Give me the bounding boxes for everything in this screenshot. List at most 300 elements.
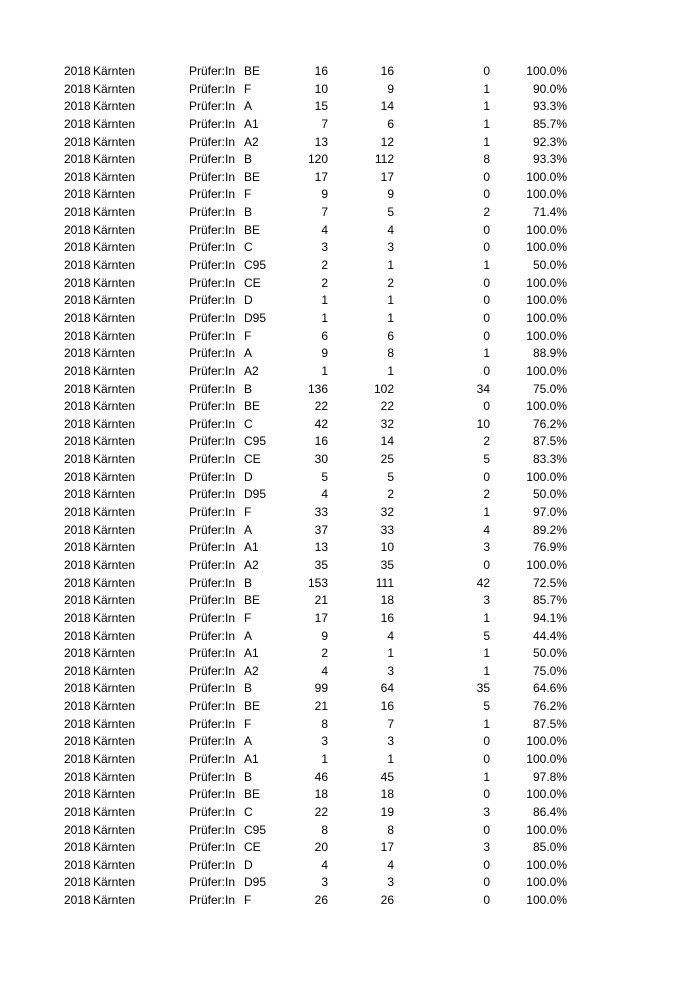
passed-count-cell: 2 (387, 275, 394, 290)
role-cell: Prüfer:In (189, 222, 236, 237)
year-cell: 2018 (64, 363, 91, 378)
table-row (0, 839, 700, 857)
license-class-cell: A2 (244, 363, 259, 378)
region-cell: Kärnten (93, 275, 136, 290)
role-cell: Prüfer:In (189, 857, 236, 872)
passed-count-cell: 8 (387, 822, 394, 837)
passed-count-cell: 1 (387, 363, 394, 378)
role-cell: Prüfer:In (189, 434, 236, 449)
year-cell: 2018 (64, 522, 91, 537)
table-row (0, 310, 700, 328)
failed-count-cell: 0 (483, 275, 490, 290)
table-row (0, 663, 700, 681)
passed-count-cell: 10 (380, 540, 394, 555)
passed-count-cell: 5 (387, 205, 394, 220)
total-count-cell: 22 (314, 804, 328, 819)
total-count-cell: 10 (314, 81, 328, 96)
pass-rate-cell: 100.0% (526, 822, 567, 837)
total-count-cell: 4 (321, 222, 328, 237)
license-class-cell: F (244, 187, 252, 202)
role-cell: Prüfer:In (189, 716, 236, 731)
passed-count-cell: 16 (380, 610, 394, 625)
year-cell: 2018 (64, 628, 91, 643)
region-cell: Kärnten (93, 822, 136, 837)
passed-count-cell: 4 (387, 628, 394, 643)
role-cell: Prüfer:In (189, 522, 236, 537)
passed-count-cell: 7 (387, 716, 394, 731)
role-cell: Prüfer:In (189, 751, 236, 766)
region-cell: Kärnten (93, 187, 136, 202)
region-cell: Kärnten (93, 258, 136, 273)
pass-rate-cell: 85.0% (532, 840, 567, 855)
table-row (0, 433, 700, 451)
year-cell: 2018 (64, 328, 91, 343)
license-class-cell: BE (244, 222, 261, 237)
region-cell: Kärnten (93, 346, 136, 361)
total-count-cell: 4 (321, 857, 328, 872)
failed-count-cell: 0 (483, 169, 490, 184)
region-cell: Kärnten (93, 469, 136, 484)
region-cell: Kärnten (93, 893, 136, 908)
total-count-cell: 4 (321, 663, 328, 678)
year-cell: 2018 (64, 187, 91, 202)
role-cell: Prüfer:In (189, 64, 236, 78)
table-row (0, 81, 700, 99)
total-count-cell: 3 (321, 875, 328, 890)
passed-count-cell: 102 (373, 381, 394, 396)
failed-count-cell: 3 (483, 840, 490, 855)
region-cell: Kärnten (93, 64, 136, 78)
total-count-cell: 13 (314, 540, 328, 555)
year-cell: 2018 (64, 99, 91, 114)
failed-count-cell: 0 (483, 310, 490, 325)
region-cell: Kärnten (93, 81, 136, 96)
region-cell: Kärnten (93, 751, 136, 766)
region-cell: Kärnten (93, 699, 136, 714)
year-cell: 2018 (64, 452, 91, 467)
passed-count-cell: 18 (380, 593, 394, 608)
pass-rate-cell: 97.0% (532, 505, 567, 520)
year-cell: 2018 (64, 804, 91, 819)
role-cell: Prüfer:In (189, 593, 236, 608)
total-count-cell: 26 (314, 893, 328, 908)
role-cell: Prüfer:In (189, 416, 236, 431)
failed-count-cell: 0 (483, 469, 490, 484)
region-cell: Kärnten (93, 540, 136, 555)
total-count-cell: 16 (314, 434, 328, 449)
license-class-cell: D (244, 469, 253, 484)
table-row (0, 645, 700, 663)
passed-count-cell: 33 (380, 522, 394, 537)
region-cell: Kärnten (93, 663, 136, 678)
table-row (0, 345, 700, 363)
failed-count-cell: 0 (483, 328, 490, 343)
year-cell: 2018 (64, 699, 91, 714)
year-cell: 2018 (64, 399, 91, 414)
region-cell: Kärnten (93, 857, 136, 872)
table-row (0, 610, 700, 628)
pass-rate-cell: 93.3% (532, 152, 567, 167)
passed-count-cell: 45 (380, 769, 394, 784)
total-count-cell: 30 (314, 452, 328, 467)
year-cell: 2018 (64, 469, 91, 484)
passed-count-cell: 14 (380, 434, 394, 449)
passed-count-cell: 1 (387, 646, 394, 661)
role-cell: Prüfer:In (189, 310, 236, 325)
pass-rate-cell: 89.2% (532, 522, 567, 537)
table-row (0, 98, 700, 116)
role-cell: Prüfer:In (189, 893, 236, 908)
license-class-cell: BE (244, 169, 261, 184)
license-class-cell: F (244, 893, 252, 908)
table-row (0, 557, 700, 575)
passed-count-cell: 9 (387, 187, 394, 202)
pass-rate-cell: 71.4% (532, 205, 567, 220)
role-cell: Prüfer:In (189, 734, 236, 749)
year-cell: 2018 (64, 557, 91, 572)
passed-count-cell: 4 (387, 222, 394, 237)
passed-count-cell: 35 (380, 557, 394, 572)
pass-rate-cell: 85.7% (532, 593, 567, 608)
role-cell: Prüfer:In (189, 205, 236, 220)
failed-count-cell: 0 (483, 64, 490, 78)
year-cell: 2018 (64, 275, 91, 290)
license-class-cell: D (244, 857, 253, 872)
failed-count-cell: 0 (483, 787, 490, 802)
year-cell: 2018 (64, 310, 91, 325)
region-cell: Kärnten (93, 734, 136, 749)
table-row (0, 698, 700, 716)
license-class-cell: B (244, 152, 253, 167)
failed-count-cell: 1 (483, 505, 490, 520)
failed-count-cell: 10 (476, 416, 490, 431)
failed-count-cell: 0 (483, 734, 490, 749)
table-row (0, 628, 700, 646)
passed-count-cell: 1 (387, 258, 394, 273)
passed-count-cell: 9 (387, 81, 394, 96)
table-row (0, 204, 700, 222)
passed-count-cell: 16 (380, 699, 394, 714)
year-cell: 2018 (64, 81, 91, 96)
role-cell: Prüfer:In (189, 822, 236, 837)
license-class-cell: CE (244, 840, 261, 855)
passed-count-cell: 1 (387, 310, 394, 325)
pass-rate-cell: 50.0% (532, 646, 567, 661)
year-cell: 2018 (64, 116, 91, 131)
year-cell: 2018 (64, 416, 91, 431)
role-cell: Prüfer:In (189, 469, 236, 484)
license-class-cell: BE (244, 64, 261, 78)
license-class-cell: F (244, 505, 252, 520)
table-row (0, 151, 700, 169)
year-cell: 2018 (64, 240, 91, 255)
region-cell: Kärnten (93, 99, 136, 114)
role-cell: Prüfer:In (189, 116, 236, 131)
region-cell: Kärnten (93, 804, 136, 819)
region-cell: Kärnten (93, 487, 136, 502)
failed-count-cell: 0 (483, 240, 490, 255)
table-row (0, 733, 700, 751)
total-count-cell: 7 (321, 116, 328, 131)
passed-count-cell: 32 (380, 416, 394, 431)
license-class-cell: F (244, 716, 252, 731)
table-row (0, 892, 700, 910)
table-row (0, 822, 700, 840)
region-cell: Kärnten (93, 452, 136, 467)
passed-count-cell: 32 (380, 505, 394, 520)
role-cell: Prüfer:In (189, 699, 236, 714)
failed-count-cell: 1 (483, 663, 490, 678)
failed-count-cell: 2 (483, 434, 490, 449)
license-class-cell: F (244, 610, 252, 625)
region-cell: Kärnten (93, 205, 136, 220)
table-row (0, 874, 700, 892)
license-class-cell: A (244, 346, 253, 361)
license-class-cell: BE (244, 699, 261, 714)
failed-count-cell: 1 (483, 116, 490, 131)
failed-count-cell: 5 (483, 452, 490, 467)
total-count-cell: 16 (314, 64, 328, 78)
total-count-cell: 37 (314, 522, 328, 537)
pass-rate-cell: 76.9% (532, 540, 567, 555)
total-count-cell: 15 (314, 99, 328, 114)
table-row (0, 63, 700, 81)
pass-rate-cell: 86.4% (532, 804, 567, 819)
failed-count-cell: 5 (483, 628, 490, 643)
license-class-cell: D (244, 293, 253, 308)
total-count-cell: 8 (321, 716, 328, 731)
role-cell: Prüfer:In (189, 381, 236, 396)
license-class-cell: C (244, 240, 253, 255)
failed-count-cell: 2 (483, 205, 490, 220)
license-class-cell: C (244, 416, 253, 431)
region-cell: Kärnten (93, 293, 136, 308)
table-row (0, 186, 700, 204)
year-cell: 2018 (64, 787, 91, 802)
year-cell: 2018 (64, 875, 91, 890)
license-class-cell: C (244, 804, 253, 819)
passed-count-cell: 17 (380, 840, 394, 855)
role-cell: Prüfer:In (189, 804, 236, 819)
license-class-cell: D95 (244, 875, 267, 890)
passed-count-cell: 12 (380, 134, 394, 149)
failed-count-cell: 0 (483, 187, 490, 202)
license-class-cell: BE (244, 787, 261, 802)
role-cell: Prüfer:In (189, 240, 236, 255)
total-count-cell: 2 (321, 646, 328, 661)
total-count-cell: 7 (321, 205, 328, 220)
table-row (0, 680, 700, 698)
year-cell: 2018 (64, 258, 91, 273)
region-cell: Kärnten (93, 716, 136, 731)
total-count-cell: 46 (314, 769, 328, 784)
table-row (0, 381, 700, 399)
total-count-cell: 5 (321, 469, 328, 484)
role-cell: Prüfer:In (189, 663, 236, 678)
license-class-cell: BE (244, 593, 261, 608)
total-count-cell: 22 (314, 399, 328, 414)
passed-count-cell: 5 (387, 469, 394, 484)
failed-count-cell: 4 (483, 522, 490, 537)
license-class-cell: A1 (244, 646, 259, 661)
failed-count-cell: 1 (483, 610, 490, 625)
failed-count-cell: 0 (483, 399, 490, 414)
region-cell: Kärnten (93, 152, 136, 167)
year-cell: 2018 (64, 381, 91, 396)
failed-count-cell: 1 (483, 346, 490, 361)
year-cell: 2018 (64, 681, 91, 696)
region-cell: Kärnten (93, 240, 136, 255)
role-cell: Prüfer:In (189, 540, 236, 555)
year-cell: 2018 (64, 857, 91, 872)
pass-rate-cell: 100.0% (526, 787, 567, 802)
passed-count-cell: 22 (380, 399, 394, 414)
total-count-cell: 13 (314, 134, 328, 149)
table-row (0, 716, 700, 734)
failed-count-cell: 1 (483, 769, 490, 784)
passed-count-cell: 112 (374, 152, 394, 167)
license-class-cell: C95 (244, 258, 267, 273)
role-cell: Prüfer:In (189, 840, 236, 855)
failed-count-cell: 42 (476, 575, 490, 590)
failed-count-cell: 0 (483, 557, 490, 572)
table-row (0, 222, 700, 240)
role-cell: Prüfer:In (189, 134, 236, 149)
pass-rate-cell: 100.0% (526, 328, 567, 343)
role-cell: Prüfer:In (189, 875, 236, 890)
pass-rate-cell: 64.6% (532, 681, 567, 696)
failed-count-cell: 1 (483, 258, 490, 273)
role-cell: Prüfer:In (189, 81, 236, 96)
table-row (0, 292, 700, 310)
total-count-cell: 2 (321, 275, 328, 290)
total-count-cell: 99 (314, 681, 328, 696)
region-cell: Kärnten (93, 169, 136, 184)
passed-count-cell: 16 (380, 64, 394, 78)
table-row (0, 539, 700, 557)
pass-rate-cell: 100.0% (526, 64, 567, 78)
year-cell: 2018 (64, 64, 91, 78)
total-count-cell: 2 (321, 258, 328, 273)
passed-count-cell: 3 (387, 875, 394, 890)
pass-rate-cell: 50.0% (532, 258, 567, 273)
year-cell: 2018 (64, 134, 91, 149)
region-cell: Kärnten (93, 646, 136, 661)
table-row (0, 134, 700, 152)
region-cell: Kärnten (93, 575, 136, 590)
pass-rate-cell: 100.0% (526, 557, 567, 572)
passed-count-cell: 26 (380, 893, 394, 908)
total-count-cell: 3 (321, 240, 328, 255)
region-cell: Kärnten (93, 434, 136, 449)
year-cell: 2018 (64, 593, 91, 608)
table-row (0, 786, 700, 804)
failed-count-cell: 2 (483, 487, 490, 502)
total-count-cell: 3 (321, 734, 328, 749)
pass-rate-cell: 87.5% (532, 716, 567, 731)
pass-rate-cell: 92.3% (532, 134, 567, 149)
year-cell: 2018 (64, 734, 91, 749)
year-cell: 2018 (64, 434, 91, 449)
table-row (0, 416, 700, 434)
failed-count-cell: 1 (483, 99, 490, 114)
year-cell: 2018 (64, 769, 91, 784)
role-cell: Prüfer:In (189, 787, 236, 802)
year-cell: 2018 (64, 893, 91, 908)
passed-count-cell: 3 (387, 663, 394, 678)
region-cell: Kärnten (93, 381, 136, 396)
passed-count-cell: 8 (387, 346, 394, 361)
passed-count-cell: 1 (387, 751, 394, 766)
pass-rate-cell: 100.0% (526, 399, 567, 414)
total-count-cell: 17 (314, 610, 328, 625)
table-row (0, 275, 700, 293)
role-cell: Prüfer:In (189, 628, 236, 643)
role-cell: Prüfer:In (189, 346, 236, 361)
license-class-cell: C95 (244, 434, 267, 449)
year-cell: 2018 (64, 293, 91, 308)
total-count-cell: 42 (314, 416, 328, 431)
license-class-cell: CE (244, 452, 261, 467)
failed-count-cell: 1 (483, 134, 490, 149)
total-count-cell: 20 (314, 840, 328, 855)
failed-count-cell: 0 (483, 893, 490, 908)
region-cell: Kärnten (93, 769, 136, 784)
pass-rate-cell: 100.0% (526, 469, 567, 484)
total-count-cell: 35 (314, 557, 328, 572)
region-cell: Kärnten (93, 681, 136, 696)
pass-rate-cell: 100.0% (526, 751, 567, 766)
license-class-cell: BE (244, 399, 261, 414)
pass-rate-cell: 100.0% (526, 893, 567, 908)
year-cell: 2018 (64, 575, 91, 590)
failed-count-cell: 0 (483, 363, 490, 378)
year-cell: 2018 (64, 751, 91, 766)
data-table (0, 63, 700, 910)
license-class-cell: A2 (244, 134, 259, 149)
total-count-cell: 18 (314, 787, 328, 802)
total-count-cell: 6 (321, 328, 328, 343)
license-class-cell: B (244, 575, 253, 590)
passed-count-cell: 18 (380, 787, 394, 802)
total-count-cell: 8 (321, 822, 328, 837)
region-cell: Kärnten (93, 593, 136, 608)
role-cell: Prüfer:In (189, 293, 236, 308)
table-row (0, 451, 700, 469)
region-cell: Kärnten (93, 134, 136, 149)
role-cell: Prüfer:In (189, 769, 236, 784)
table-row (0, 804, 700, 822)
pass-rate-cell: 100.0% (526, 734, 567, 749)
pass-rate-cell: 90.0% (532, 81, 567, 96)
total-count-cell: 21 (314, 593, 328, 608)
total-count-cell: 136 (307, 381, 328, 396)
pass-rate-cell: 100.0% (526, 169, 567, 184)
passed-count-cell: 6 (387, 328, 394, 343)
license-class-cell: A1 (244, 116, 259, 131)
failed-count-cell: 1 (483, 646, 490, 661)
license-class-cell: A2 (244, 557, 259, 572)
passed-count-cell: 4 (387, 857, 394, 872)
failed-count-cell: 3 (483, 593, 490, 608)
region-cell: Kärnten (93, 557, 136, 572)
year-cell: 2018 (64, 540, 91, 555)
role-cell: Prüfer:In (189, 99, 236, 114)
failed-count-cell: 8 (483, 152, 490, 167)
failed-count-cell: 0 (483, 875, 490, 890)
region-cell: Kärnten (93, 328, 136, 343)
total-count-cell: 21 (314, 699, 328, 714)
